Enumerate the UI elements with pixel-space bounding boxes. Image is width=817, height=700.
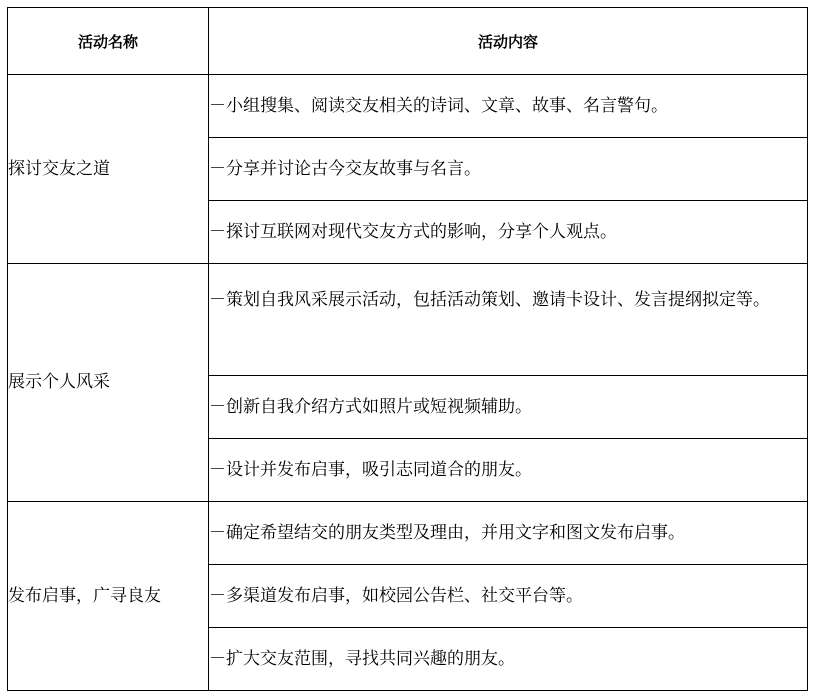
header-activity-content: 活动内容 [209, 8, 808, 75]
activity-content-cell: －分享并讨论古今交友故事与名言。 [209, 138, 808, 201]
activity-content-cell: －小组搜集、阅读交友相关的诗词、文章、故事、名言警句。 [209, 75, 808, 138]
table-header [8, 8, 808, 75]
table-body [8, 75, 808, 691]
header-activity-name: 活动名称 [8, 8, 209, 75]
activity-content-cell: －策划自我风采展示活动，包括活动策划、邀请卡设计、发言提纲拟定等。 [209, 264, 808, 376]
header-row [8, 8, 808, 75]
table-row [8, 264, 808, 376]
activity-content-cell: －确定希望结交的朋友类型及理由，并用文字和图文发布启事。 [209, 502, 808, 565]
table-row [8, 502, 808, 565]
activity-content-cell: －创新自我介绍方式如照片或短视频辅助。 [209, 376, 808, 439]
activity-content-cell: －多渠道发布启事，如校园公告栏、社交平台等。 [209, 565, 808, 628]
activity-name-cell: 探讨交友之道 [8, 75, 209, 264]
activity-content-cell: －设计并发布启事，吸引志同道合的朋友。 [209, 439, 808, 502]
activity-content-cell: －扩大交友范围，寻找共同兴趣的朋友。 [209, 628, 808, 691]
activity-name-cell: 展示个人风采 [8, 264, 209, 502]
activity-content-cell: －探讨互联网对现代交友方式的影响，分享个人观点。 [209, 201, 808, 264]
activity-name-cell: 发布启事，广寻良友 [8, 502, 209, 691]
table-row [8, 75, 808, 138]
activity-table [7, 7, 808, 691]
